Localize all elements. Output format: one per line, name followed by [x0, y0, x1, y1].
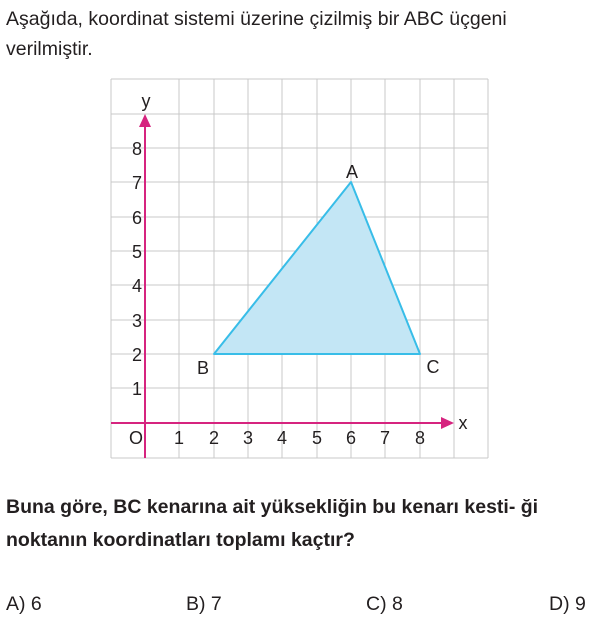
x-tick-label: 2	[208, 428, 220, 448]
option-b[interactable]	[186, 592, 222, 616]
x-tick-label: 7	[379, 428, 391, 448]
x-tick-label: 3	[242, 428, 254, 448]
origin-label: O	[128, 428, 144, 448]
y-tick-label: 6	[131, 208, 143, 228]
y-tick-label: 3	[131, 311, 143, 331]
x-tick-label: 6	[345, 428, 357, 448]
vertex-label-b: B	[196, 358, 210, 378]
y-tick-label: 2	[131, 345, 143, 365]
y-axis-arrow	[139, 114, 151, 127]
option-value: 6	[30, 593, 42, 615]
option-value: 9	[575, 593, 586, 615]
y-tick-label: 7	[131, 173, 143, 193]
option-d[interactable]	[549, 592, 586, 616]
x-axis-arrow	[441, 417, 454, 429]
option-value: 7	[210, 593, 222, 615]
x-axis-label: x	[458, 413, 468, 433]
vertex-label-c: C	[426, 357, 440, 377]
y-tick-label: 4	[131, 276, 143, 296]
y-tick-labels	[132, 139, 142, 399]
option-a[interactable]	[6, 592, 42, 616]
x-tick-label: 4	[276, 428, 288, 448]
option-letter: C)	[366, 593, 387, 615]
option-letter: D)	[549, 593, 570, 615]
y-tick-label: 1	[131, 379, 143, 399]
x-tick-label: 8	[414, 428, 426, 448]
option-value: 8	[392, 593, 403, 615]
y-tick-label: 8	[131, 139, 143, 159]
y-tick-label: 5	[131, 242, 143, 262]
x-tick-label: 5	[311, 428, 323, 448]
x-tick-label: 1	[173, 428, 185, 448]
option-letter: A)	[6, 593, 26, 615]
question-text: Buna göre, BC kenarına ait yüksekliğin bu kenarı kesti- ği noktanın koordinatları toplamı kaçtır?	[6, 496, 539, 551]
x-tick-labels	[174, 428, 425, 448]
vertex-label-a: A	[345, 162, 359, 182]
option-letter: B)	[186, 593, 206, 615]
intro-text: Aşağıda, koordinat sistemi üzerine çizilmiş bir ABC üçgeni verilmiştir.	[6, 8, 507, 60]
option-c[interactable]	[366, 592, 403, 616]
y-axis-label: y	[141, 91, 151, 111]
